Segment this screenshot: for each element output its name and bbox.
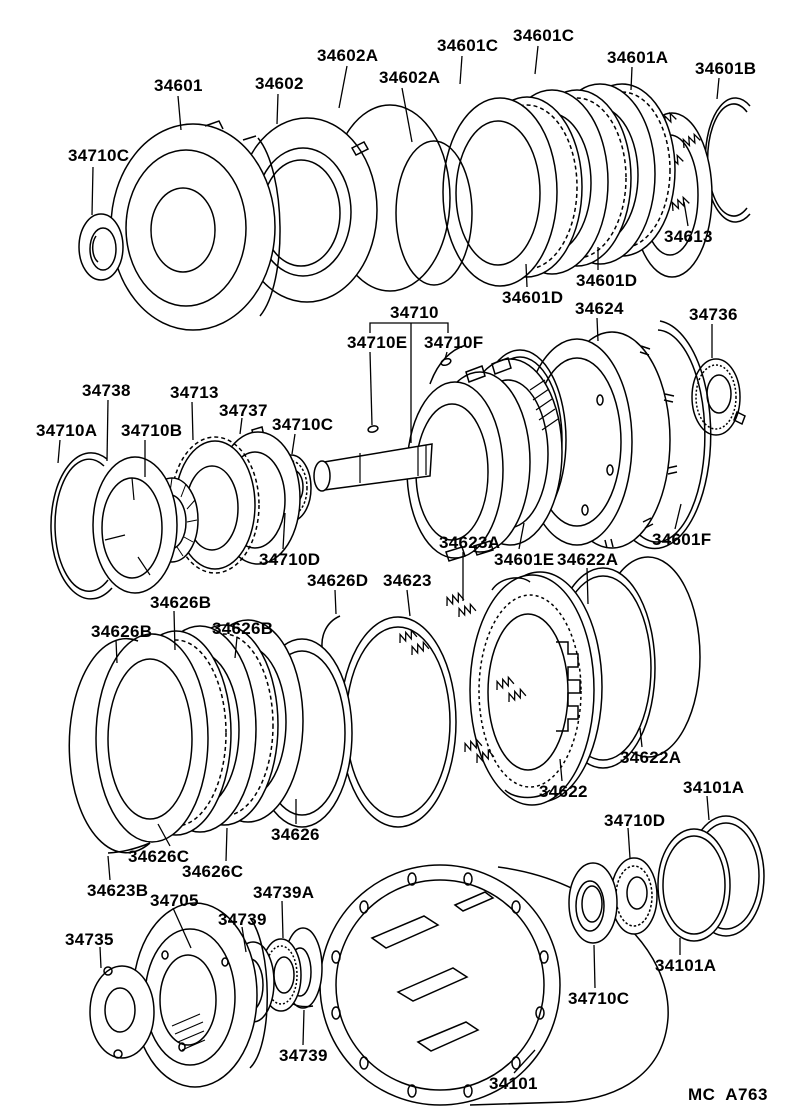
part-label: 34710D [604, 811, 666, 830]
part-label: 34602 [255, 74, 304, 93]
part-label: 34739 [218, 910, 267, 929]
part-label: 34735 [65, 930, 114, 949]
part-label: 34101A [655, 956, 717, 975]
part-label: 34622A [620, 748, 682, 767]
part-label: 34626B [91, 622, 153, 641]
hub-34738 [93, 457, 177, 593]
part-label: 34626B [150, 593, 212, 612]
part-label: 34601A [607, 48, 669, 67]
figure-code: MC A763 [688, 1085, 768, 1104]
part-label: 34710 [390, 303, 439, 322]
part-label: 34626 [271, 825, 320, 844]
flange-34736 [692, 359, 745, 435]
part-label: 34101A [683, 778, 745, 797]
part-label: 34626D [307, 571, 369, 590]
part-label: 34626C [182, 862, 244, 881]
part-label: 34710B [121, 421, 183, 440]
pin-34710F [440, 357, 451, 366]
part-label: 34601E [494, 550, 555, 569]
part-label: 34738 [82, 381, 131, 400]
part-label: 34739A [253, 883, 315, 902]
part-label: 34710A [36, 421, 98, 440]
part-label: 34713 [170, 383, 219, 402]
one-way-clutch-34622 [470, 572, 602, 805]
part-label: 34710E [347, 333, 408, 352]
bearing-34710C-bottom [569, 863, 617, 943]
part-label: 34710C [568, 989, 630, 1008]
brake-pack-34626B-34626C [96, 620, 303, 842]
springs-34623A-mid [397, 629, 429, 655]
part-label: 34626C [128, 847, 190, 866]
plate-34735 [90, 966, 154, 1058]
part-label: 34705 [150, 891, 199, 910]
pin-34710E [367, 425, 378, 433]
part-label: 34623B [87, 881, 149, 900]
bracket-34710 [370, 323, 448, 333]
part-label: 34601C [513, 26, 575, 45]
part-label: 34601F [652, 530, 712, 549]
part-label: 34623A [439, 533, 501, 552]
part-label: 34622A [557, 550, 619, 569]
part-label: 34613 [664, 227, 713, 246]
part-label: 34710D [259, 550, 321, 569]
part-label: 34602A [379, 68, 441, 87]
part-label: 34601 [154, 76, 203, 95]
part-label: 34622 [539, 782, 588, 801]
thrust-washer-34710C-top [79, 214, 123, 280]
part-label: 34710C [272, 415, 334, 434]
clutch-pack-34601C-34601D [443, 84, 675, 286]
part-label: 34601D [502, 288, 564, 307]
race-34710D-bottom [611, 858, 657, 934]
part-label: 34710F [424, 333, 484, 352]
part-label: 34602A [317, 46, 379, 65]
plate-34623 [340, 617, 456, 827]
races-34101A [658, 816, 764, 941]
part-label: 34601B [695, 59, 757, 78]
part-label: 34736 [689, 305, 738, 324]
part-label: 34739 [279, 1046, 328, 1065]
part-label: 34624 [575, 299, 624, 318]
part-label: 34601D [576, 271, 638, 290]
part-label: 34710C [68, 146, 130, 165]
part-label: 34601C [437, 36, 499, 55]
part-label: 34623 [383, 571, 432, 590]
part-label: 34101 [489, 1074, 538, 1093]
part-label: 34737 [219, 401, 268, 420]
carrier-34705 [133, 903, 267, 1087]
part-label: 34626B [212, 619, 274, 638]
